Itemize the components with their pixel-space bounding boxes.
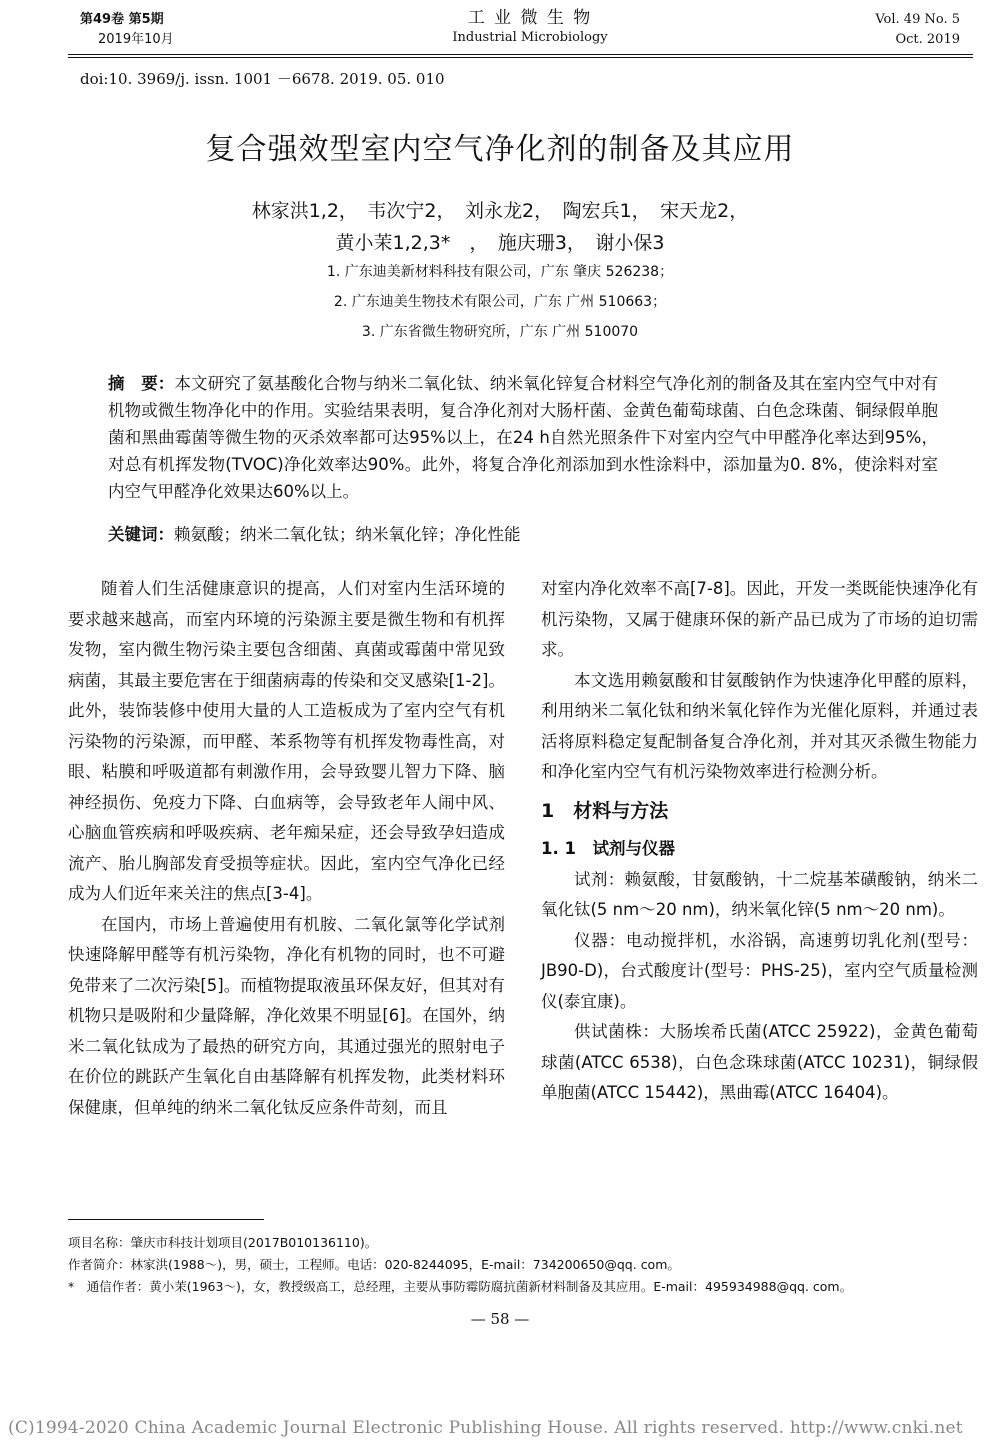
doi: doi:10. 3969/j. issn. 1001 －6678. 2019. 05. 010 (80, 70, 445, 88)
journal-name (380, 8, 680, 48)
abstract-label: 摘 要： (108, 374, 175, 393)
page-number: — 58 — (470, 1310, 530, 1328)
authors-line-1: 林家洪1,2， 韦次宁2， 刘永龙2， 陶宏兵1， 宋天龙2， (251, 200, 749, 222)
affiliation-3: 3. 广东省微生物研究所，广东 广州 510070 (361, 324, 639, 340)
keywords-label: 关键词： (108, 525, 174, 544)
keywords (108, 521, 938, 548)
body-left-column (68, 574, 505, 1123)
issue-date-en: Oct. 2019 (895, 32, 960, 47)
footnotes (68, 1232, 968, 1298)
keywords-text: 赖氨酸；纳米二氧化钛；纳米氧化锌；净化性能 (174, 525, 521, 544)
issue-volume-cn: 第49卷 第5期 (80, 12, 164, 27)
section-heading-1: 1 材料与方法 (541, 799, 669, 822)
intro-paragraph-1: 随着人们生活健康意识的提高，人们对室内生活环境的要求越来越高，而室内环境的污染源主要是微生物和有机挥发物，室内微生物污染主要包含细菌、真菌或霉菌中常见致病菌，其最主要危害在于细菌病毒的传染和交叉感染[1-2]。此外，装饰装修中使用大量的人工造板成为了室内空气有机污染物的污染源，而甲醛、苯系物等有机挥发物毒性高，对眼、粘膜和呼吸道都有刺激作用，会导致婴儿智力下降、脑神经损伤、免疫力下降、白血病等，会导致老年人闹中风、心脑血管疾病和呼吸疾病、老年痴呆症，还会导致孕妇造成流产、胎儿胸部发育受损等症状。因此，室内空气净化已经成为人们近年来关注的焦点[3-4]。 (68, 579, 505, 903)
copyright-notice: (C)1994-2020 China Academic Journal Electronic Publishing House. All rights reserved. http://www.cnki.net (8, 1418, 963, 1438)
affiliation-2: 2. 广东迪美生物技术有限公司，广东 广州 510663； (333, 294, 667, 310)
strains-paragraph: 供试菌株：大肠埃希氏菌(ATCC 25922)，金黄色葡萄球菌(ATCC 6538)，白色念珠球菌(ATCC 10231)，铜绿假单胞菌(ATCC 15442)，黑曲霉(ATCC 16404)。 (541, 1022, 978, 1102)
journal-issue-info-en (780, 10, 960, 50)
reagents-paragraph: 试剂：赖氨酸，甘氨酸钠，十二烷基苯磺酸钠，纳米二氧化钛(5 nm～20 nm)，纳米氧化锌(5 nm～20 nm)。 (541, 869, 978, 919)
journal-name-cn: 工 业 微 生 物 (467, 8, 593, 28)
abstract-text: 本文研究了氨基酸化合物与纳米二氧化钛、纳米氧化锌复合材料空气净化剂的制备及其在室内空气中对有机物或微生物净化中的作用。实验结果表明，复合净化剂对大肠杆菌、金黄色葡萄球菌、白色念珠菌、铜绿假单胞菌和黑曲霉菌等微生物的灭杀效率都可达95%以上，在24 h自然光照条件下对室内空气中甲醛净化率达到95%，对总有机挥发物(TVOC)净化效率达90%。此外，将复合净化剂添加到水性涂料中，添加量为0. 8%，使涂料对室内空气甲醛净化效果达60%以上。 (108, 374, 939, 501)
section-heading-1-1: 1. 1 试剂与仪器 (541, 839, 675, 858)
instruments-paragraph: 仪器：电动搅拌机，水浴锅，高速剪切乳化剂(型号：JB90-D)，台式酸度计(型号：PHS-25)，室内空气质量检测仪(泰宜康)。 (541, 930, 978, 1011)
footnote-corresponding-author: * 通信作者：黄小茉(1963～)，女，教授级高工，总经理，主要从事防霉防腐抗菌新材料制备及其应用。E-mail：495934988@qq. com。 (68, 1279, 853, 1294)
journal-name-en: Industrial Microbiology (452, 30, 608, 45)
affiliation-1: 1. 广东迪美新材料科技有限公司，广东 肇庆 526238； (326, 264, 674, 280)
intro-paragraph-3: 本文选用赖氨酸和甘氨酸钠作为快速净化甲醛的原料，利用纳米二氧化钛和纳米氧化锌作为光催化原料，并通过表活将原料稳定复配制备复合净化剂，并对其灭杀微生物能力和净化室内空气有机污染物效率进行检测分析。 (541, 670, 978, 781)
footnote-rule (68, 1219, 264, 1220)
body-right-column (541, 574, 978, 1109)
footnote-funding: 项目名称：肇庆市科技计划项目(2017B010136110)。 (68, 1235, 378, 1250)
journal-issue-info (80, 10, 240, 50)
issue-volume-en: Vol. 49 No. 5 (875, 12, 960, 27)
abstract (108, 370, 938, 505)
authors-line-2: 黄小茉1,2,3* ， 施庆珊3， 谢小保3 (335, 232, 665, 254)
issue-date-cn: 2019年10月 (98, 32, 174, 47)
header-rule-thin (68, 57, 973, 58)
footnote-author-bio: 作者简介：林家洪(1988～)，男，硕士，工程师。电话：020-8244095，E-mail：734200650@qq. com。 (68, 1257, 680, 1272)
affiliations (60, 257, 940, 347)
header-rule (68, 54, 973, 55)
paper-title: 复合强效型室内空气净化剂的制备及其应用 (205, 132, 795, 167)
intro-paragraph-continued: 对室内净化效率不高[7-8]。因此，开发一类既能快速净化有机污染物，又属于健康环保的新产品已成为了市场的迫切需求。 (541, 579, 978, 659)
intro-paragraph-2: 在国内，市场上普遍使用有机胺、二氧化氯等化学试剂快速降解甲醛等有机污染物，净化有机物的同时，也不可避免带来了二次污染[5]。而植物提取液虽环保友好，但其对有机物只是吸附和少量降解，净化效果不明显[6]。在国外，纳米二氧化钛成为了最热的研究方向，其通过强光的照射电子在价位的跳跃产生氧化自由基降解有机挥发物，此类材料环保健康，但单纯的纳米二氧化钛反应条件苛刻，而且 (68, 914, 505, 1117)
